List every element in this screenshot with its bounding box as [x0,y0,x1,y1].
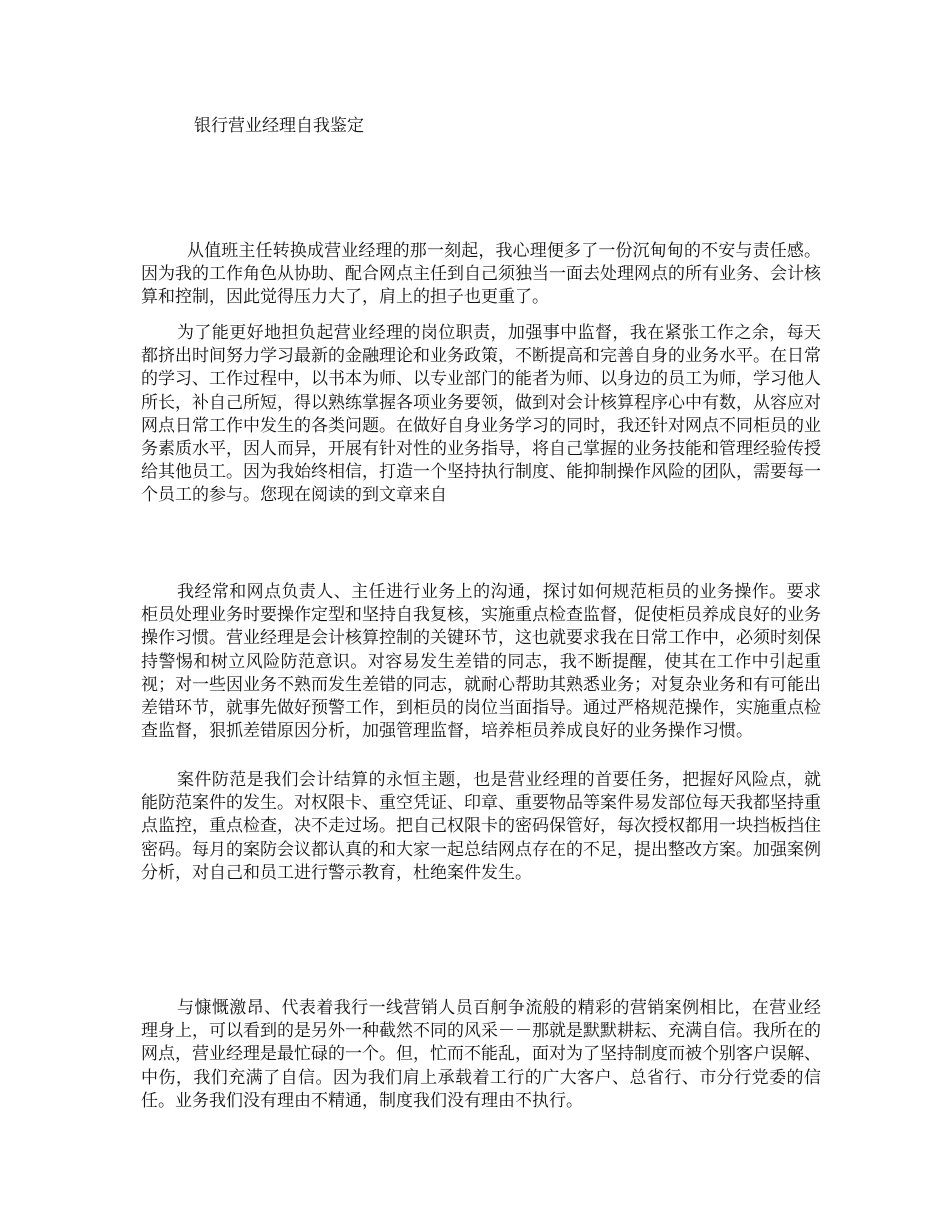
paragraph-2: 为了能更好地担负起营业经理的岗位职责，加强事中监督，我在紧张工作之余，每天都挤出时间努力学习最新的金融理论和业务政策，不断提高和完善自身的业务水平。在日常的学习、工作过程中，以书本为师、以专业部门的能者为师、以身边的员工为师，学习他人所长，补自己所短，得以熟练掌握各项业务要领，做到对会计核算程序心中有数，从容应对网点日常工作中发生的各类问题。在做好自身业务学习的同时，我还针对网点不同柜员的业务素质水平，因人而异，开展有针对性的业务指导，将自己掌握的业务技能和管理经验传授给其他员工。因为我始终相信，打造一个坚持执行制度、能抑制操作风险的团队，需要每一个员工的参与。您现在阅读的到文章来自 [141,323,821,506]
document-title: 银行营业经理自我鉴定 [194,116,364,136]
paragraph-3: 我经常和网点负责人、主任进行业务上的沟通，探讨如何规范柜员的业务操作。要求柜员处理业务时要操作定型和坚持自我复核，实施重点检查监督，促使柜员养成良好的业务操作习惯。营业经理是会计核算控制的关键环节，这也就要求我在日常工作中，必须时刻保持警惕和树立风险防范意识。对容易发生差错的同志，我不断提醒，使其在工作中引起重视；对一些因业务不熟而发生差错的同志，就耐心帮助其熟悉业务；对复杂业务和有可能出差错环节，就事先做好预警工作，到柜员的岗位当面指导。通过严格规范操作，实施重点检查监督，狠抓差错原因分析，加强管理监督，培养柜员养成良好的业务操作习惯。 [141,582,821,742]
paragraph-1: 从值班主任转换成营业经理的那一刻起，我心理便多了一份沉甸甸的不安与责任感。因为我的工作角色从协助、配合网点主任到自己须独当一面去处理网点的所有业务、会计核算和控制，因此觉得压力大了，肩上的担子也更重了。 [141,241,821,308]
paragraph-4: 案件防范是我们会计结算的永恒主题，也是营业经理的首要任务，把握好风险点，就能防范案件的发生。对权限卡、重空凭证、印章、重要物品等案件易发部位每天我都坚持重点监控，重点检查，决不走过场。把自己权限卡的密码保管好，每次授权都用一块挡板挡住密码。每月的案防会议都认真的和大家一起总结网点存在的不足，提出整改方案。加强案例分析，对自己和员工进行警示教育，杜绝案件发生。 [141,770,821,883]
paragraph-5: 与慷慨激昂、代表着我行一线营销人员百舸争流般的精彩的营销案例相比，在营业经理身上，可以看到的是另外一种截然不同的风采－－那就是默默耕耘、充满自信。我所在的网点，营业经理是最忙碌的一个。但，忙而不能乱，面对为了坚持制度而被个别客户误解、中伤，我们充满了自信。因为我们肩上承载着工行的广大客户、总省行、市分行党委的信任。业务我们没有理由不精通，制度我们没有理由不执行。 [141,998,821,1111]
